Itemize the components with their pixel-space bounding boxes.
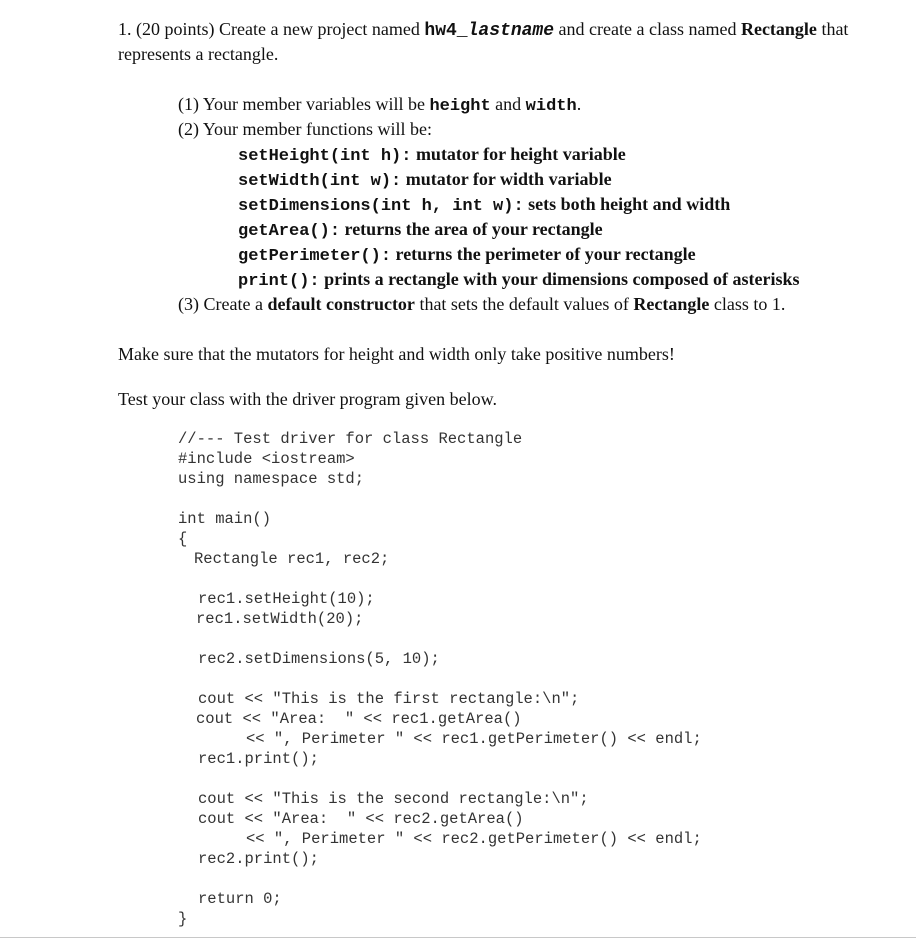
part-3-text: (3) Create a: [178, 294, 268, 314]
member-variable: width: [525, 97, 577, 116]
part-1-text: (1) Your member variables will be: [178, 94, 430, 114]
question-text: and create a class named: [554, 19, 741, 39]
project-name: hw4_: [424, 21, 468, 41]
question-line-1: [118, 18, 848, 42]
code-line: {: [178, 530, 188, 548]
code-line: using namespace std;: [178, 470, 365, 488]
part-1-text: and: [490, 94, 526, 114]
class-name: Rectangle: [633, 294, 710, 314]
class-name: Rectangle: [740, 19, 817, 39]
code-line: rec2.print();: [198, 850, 319, 868]
code-line: cout << "Area: " << rec2.getArea(): [198, 810, 524, 828]
function-description: prints a rectangle with your dimensions composed of asterisks: [319, 269, 800, 289]
test-intro: Test your class with the driver program given below.: [118, 389, 497, 409]
function-item: [238, 193, 730, 218]
function-signature: getPerimeter():: [238, 247, 392, 266]
code-line: cout << "This is the second rectangle:\n";: [198, 790, 589, 808]
code-line: //--- Test driver for class Rectangle: [178, 430, 523, 448]
function-item: [238, 218, 603, 243]
function-signature: setDimensions(int h, int w):: [238, 197, 524, 216]
question-text: 1. (20 points) Create a new project named: [118, 19, 425, 39]
part-3: [178, 293, 785, 315]
code-line: cout << "Area: " << rec1.getArea(): [196, 710, 522, 728]
function-description: returns the perimeter of your rectangle: [391, 244, 696, 264]
page-bottom-divider: [0, 937, 916, 938]
code-line: << ", Perimeter " << rec2.getPerimeter() << endl;: [246, 830, 702, 848]
note: Make sure that the mutators for height and width only take positive numbers!: [118, 344, 675, 364]
code-line: rec1.setWidth(20);: [196, 610, 364, 628]
code-line: int main(): [178, 510, 272, 528]
member-variable: height: [429, 97, 491, 116]
question-line-2: represents a rectangle.: [118, 44, 279, 64]
part-3-text: class to 1.: [709, 294, 786, 314]
function-item: [238, 168, 612, 193]
function-signature: setWidth(int w):: [238, 172, 402, 191]
part-2: (2) Your member functions will be:: [178, 119, 432, 139]
part-1-text: .: [576, 94, 582, 114]
function-description: mutator for height variable: [411, 144, 626, 164]
default-constructor-term: default constructor: [267, 294, 415, 314]
code-line: Rectangle rec1, rec2;: [194, 550, 390, 568]
project-name-italic: lastname: [467, 21, 555, 41]
part-1: [178, 93, 581, 118]
code-line: << ", Perimeter " << rec1.getPerimeter() << endl;: [246, 730, 702, 748]
function-item: [238, 243, 696, 268]
function-item: [238, 268, 799, 293]
function-description: sets both height and width: [523, 194, 731, 214]
function-description: returns the area of your rectangle: [340, 219, 603, 239]
code-line: #include <iostream>: [178, 450, 355, 468]
code-line: }: [178, 910, 188, 928]
code-line: rec1.setHeight(10);: [198, 590, 375, 608]
code-line: rec1.print();: [198, 750, 319, 768]
code-line: return 0;: [198, 890, 282, 908]
question-text: that: [816, 19, 849, 39]
function-item: [238, 143, 626, 168]
function-description: mutator for width variable: [401, 169, 612, 189]
function-signature: getArea():: [238, 222, 341, 241]
code-line: cout << "This is the first rectangle:\n";: [198, 690, 580, 708]
part-3-text: that sets the default values of: [414, 294, 634, 314]
code-line: rec2.setDimensions(5, 10);: [198, 650, 440, 668]
function-signature: setHeight(int h):: [238, 147, 412, 166]
function-signature: print():: [238, 272, 320, 291]
